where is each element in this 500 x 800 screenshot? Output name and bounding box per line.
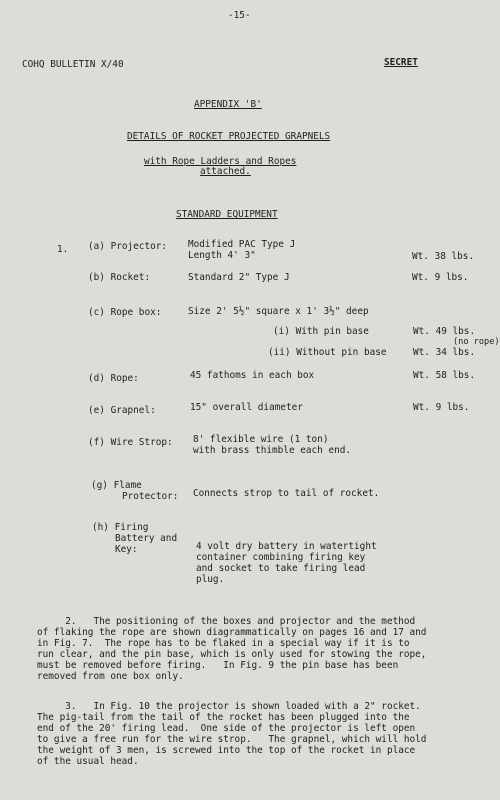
firing-desc-3: and socket to take firing lead (196, 563, 366, 574)
firing-label-2: Battery and (115, 533, 178, 544)
rope-weight: Wt. 58 lbs. (413, 370, 476, 381)
paragraph-2-line-6: removed from one box only. (37, 671, 184, 682)
flame-protector-label-1: (g) Flame (91, 480, 142, 491)
item-number: 1. (57, 244, 69, 255)
paragraph-2-line-5: must be removed before firing. In Fig. 9 the pin base has been (37, 660, 399, 671)
bulletin-reference: COHQ BULLETIN X/40 (22, 59, 124, 70)
page-number: -15- (228, 10, 251, 21)
rocket-desc: Standard 2" Type J (188, 272, 290, 283)
wire-strop-desc-1: 8' flexible wire (1 ton) (193, 434, 329, 445)
classification-marking: SECRET (384, 57, 418, 68)
section-heading: STANDARD EQUIPMENT (176, 209, 278, 220)
paragraph-3-line-4: to give a free run for the wire strop. The grapnel, which will hold (37, 734, 427, 745)
projector-desc-2: Length 4' 3" (188, 250, 256, 261)
subtitle-line-2: attached. (200, 166, 251, 177)
rope-box-sub-2-weight: Wt. 34 lbs. (413, 347, 476, 358)
rocket-label: (b) Rocket: (88, 272, 151, 283)
flame-protector-desc: Connects strop to tail of rocket. (193, 488, 380, 499)
appendix-heading: APPENDIX 'B' (194, 99, 262, 110)
wire-strop-desc-2: with brass thimble each end. (193, 445, 352, 456)
firing-label-3: Key: (115, 544, 138, 555)
flame-protector-label-2: Protector: (122, 491, 179, 502)
firing-desc-1: 4 volt dry battery in watertight (196, 541, 377, 552)
paragraph-3-line-5: the weight of 3 men, is screwed into the top of the rocket in place (37, 745, 416, 756)
paragraph-2-line-2: of flaking the rope are shown diagrammatically on pages 16 and 17 and (37, 627, 427, 638)
rope-box-sub-2: (ii) Without pin base (268, 347, 387, 358)
rope-box-desc: Size 2' 5½" square x 1' 3½" deep (188, 306, 369, 317)
rope-desc: 45 fathoms in each box (190, 370, 315, 381)
paragraph-2-line-3: in Fig. 7. The rope has to be flaked in a special way if it is to (37, 638, 410, 649)
paragraph-3-line-1: 3. In Fig. 10 the projector is shown loaded with a 2" rocket. (37, 701, 421, 712)
paragraph-3-line-3: end of the 20' firing lead. One side of the projector is left open (37, 723, 416, 734)
subtitle-line-1: with Rope Ladders and Ropes (144, 156, 297, 167)
rope-box-label: (c) Rope box: (88, 307, 162, 318)
grapnel-desc: 15" overall diameter (190, 402, 303, 413)
wire-strop-label: (f) Wire Strop: (88, 437, 173, 448)
projector-label: (a) Projector: (88, 241, 168, 252)
projector-weight: Wt. 38 lbs. (412, 251, 475, 262)
projector-desc-1: Modified PAC Type J (188, 239, 296, 250)
paragraph-2-line-4: run clear, and the pin base, which is only used for stowing the rope, (37, 649, 427, 660)
rope-label: (d) Rope: (88, 373, 139, 384)
document-title: DETAILS OF ROCKET PROJECTED GRAPNELS (127, 131, 331, 142)
rope-box-sub-1-weight: Wt. 49 lbs. (413, 326, 476, 337)
rope-box-sub-1: (i) With pin base (273, 326, 369, 337)
firing-label-1: (h) Firing (92, 522, 149, 533)
firing-desc-4: plug. (196, 574, 225, 585)
grapnel-weight: Wt. 9 lbs. (413, 402, 470, 413)
rope-box-note: (no rope) (453, 337, 500, 347)
paragraph-3-line-2: The pig-tail from the tail of the rocket has been plugged into the (37, 712, 410, 723)
paragraph-2-line-1: 2. The positioning of the boxes and projector and the method (37, 616, 416, 627)
grapnel-label: (e) Grapnel: (88, 405, 156, 416)
firing-desc-2: container combining firing key (196, 552, 366, 563)
rocket-weight: Wt. 9 lbs. (412, 272, 469, 283)
paragraph-3-line-6: of the usual head. (37, 756, 139, 767)
